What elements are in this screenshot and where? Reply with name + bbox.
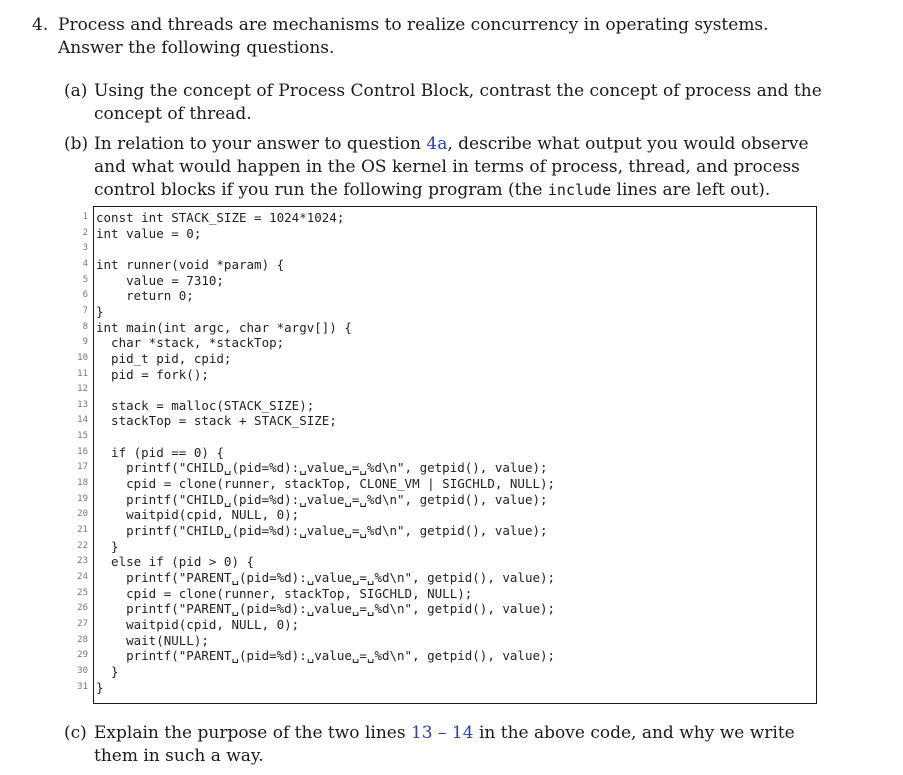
part-c-label: (c) — [64, 723, 87, 743]
code-line: printf("PARENT␣(pid=%d):␣value␣=␣%d\n", getpid(), value); — [96, 648, 556, 664]
code-line-number: 18 — [77, 478, 88, 489]
ref-4a-link[interactable]: 4a — [426, 134, 448, 154]
code-line: int main(int argc, char *argv[]) { — [96, 319, 352, 335]
code-line: printf("PARENT␣(pid=%d):␣value␣=␣%d\n", getpid(), value); — [96, 569, 556, 585]
part-b-text — [94, 133, 824, 202]
code-line: char *stack, *stackTop; — [96, 335, 285, 351]
part-b-text-end: lines are left out). — [611, 180, 771, 200]
code-line-number: 20 — [77, 509, 88, 520]
code-line: waitpid(cpid, NULL, 0); — [96, 616, 300, 632]
code-line: printf("PARENT␣(pid=%d):␣value␣=␣%d\n", getpid(), value); — [96, 601, 556, 617]
code-line: const int STACK_SIZE = 1024*1024; — [96, 210, 345, 225]
code-line-number: 26 — [77, 603, 88, 614]
code-line: printf("CHILD␣(pid=%d):␣value␣=␣%d\n", getpid(), value); — [96, 460, 548, 476]
code-line-number: 2 — [82, 227, 88, 238]
code-line-number: 21 — [77, 525, 88, 535]
code-line: } — [96, 663, 119, 679]
code-line-number: 30 — [77, 665, 88, 676]
question-4 — [32, 14, 832, 60]
code-line: pid = fork(); — [96, 366, 209, 382]
code-line: wait(NULL); — [96, 632, 209, 648]
part-c-text-end: in the above code, and why we write them in such a way. — [94, 723, 795, 766]
code-line: stack = malloc(STACK_SIZE); — [96, 397, 315, 413]
code-line-number: 22 — [77, 540, 88, 551]
question-text: Process and threads are mechanisms to realize concurrency in operating systems. Answer the following questions. — [58, 15, 769, 58]
part-b-label: (b) — [64, 134, 89, 154]
part-b-text-mid: , describe what output you would observe and what would happen in the OS kernel in terms of process, thread, and process control blocks if you run the following program (the — [94, 134, 809, 200]
code-line: else if (pid > 0) { — [96, 554, 255, 570]
code-line: pid_t pid, cpid; — [96, 350, 232, 366]
code-line-number: 19 — [77, 493, 88, 504]
part-a-text: Using the concept of Process Control Block, contrast the concept of process and the concept of thread. — [94, 81, 822, 124]
part-c-text-start: Explain the purpose of the two lines — [94, 723, 411, 743]
code-line-number: 27 — [77, 618, 88, 629]
code-line: } — [96, 538, 119, 554]
code-line: printf("CHILD␣(pid=%d):␣value␣=␣%d\n", getpid(), value); — [96, 523, 548, 538]
code-line: } — [96, 679, 104, 695]
code-line: value = 7310; — [96, 272, 224, 288]
ref-line-13-link[interactable]: 13 — [410, 723, 433, 743]
code-line-number: 13 — [77, 399, 88, 410]
code-line-number: 3 — [82, 243, 88, 254]
code-line-number: 9 — [82, 337, 88, 348]
code-line-number: 31 — [77, 681, 88, 692]
question-number: 4. — [32, 15, 49, 35]
code-line: cpid = clone(runner, stackTop, CLONE_VM | SIGCHLD, NULL); — [96, 476, 556, 492]
code-line-number: 24 — [77, 571, 88, 582]
code-line-number: 12 — [77, 384, 88, 395]
code-line: if (pid == 0) { — [96, 444, 224, 460]
part-a — [64, 80, 824, 126]
code-line-number: 5 — [82, 274, 88, 285]
code-line-number: 7 — [82, 305, 88, 316]
code-line-number: 10 — [77, 352, 88, 363]
code-line: int runner(void *param) { — [96, 256, 285, 272]
part-a-label: (a) — [64, 81, 88, 101]
code-line: printf("CHILD␣(pid=%d):␣value␣=␣%d\n", getpid(), value); — [96, 491, 548, 507]
code-line-number: 6 — [82, 290, 88, 301]
code-line: return 0; — [96, 288, 194, 304]
include-keyword: include — [547, 181, 612, 199]
code-line-number: 25 — [77, 587, 88, 598]
code-line: int value = 0; — [96, 225, 202, 241]
code-line-number: 1 — [82, 212, 88, 222]
part-c-text — [94, 722, 824, 768]
code-line-number: 29 — [77, 650, 88, 661]
code-line: waitpid(cpid, NULL, 0); — [96, 507, 300, 523]
code-line-number: 4 — [82, 258, 88, 269]
code-line-number: 11 — [77, 368, 88, 379]
part-c — [64, 722, 824, 768]
ref-dash: – — [432, 723, 452, 743]
code-line-number: 16 — [77, 446, 88, 457]
code-line-number: 23 — [77, 556, 88, 567]
code-line: cpid = clone(runner, stackTop, SIGCHLD, NULL); — [96, 585, 473, 601]
part-b-text-start: In relation to your answer to question — [94, 134, 427, 154]
code-line-number: 17 — [77, 462, 88, 473]
code-line-number: 28 — [77, 634, 88, 645]
part-b — [64, 133, 824, 202]
code-line-number: 15 — [77, 431, 88, 442]
code-line: } — [96, 303, 104, 319]
code-line: stackTop = stack + STACK_SIZE; — [96, 413, 337, 429]
code-line-number: 8 — [82, 321, 88, 332]
ref-line-14-link[interactable]: 14 — [451, 723, 474, 743]
code-line-number: 14 — [77, 415, 88, 426]
